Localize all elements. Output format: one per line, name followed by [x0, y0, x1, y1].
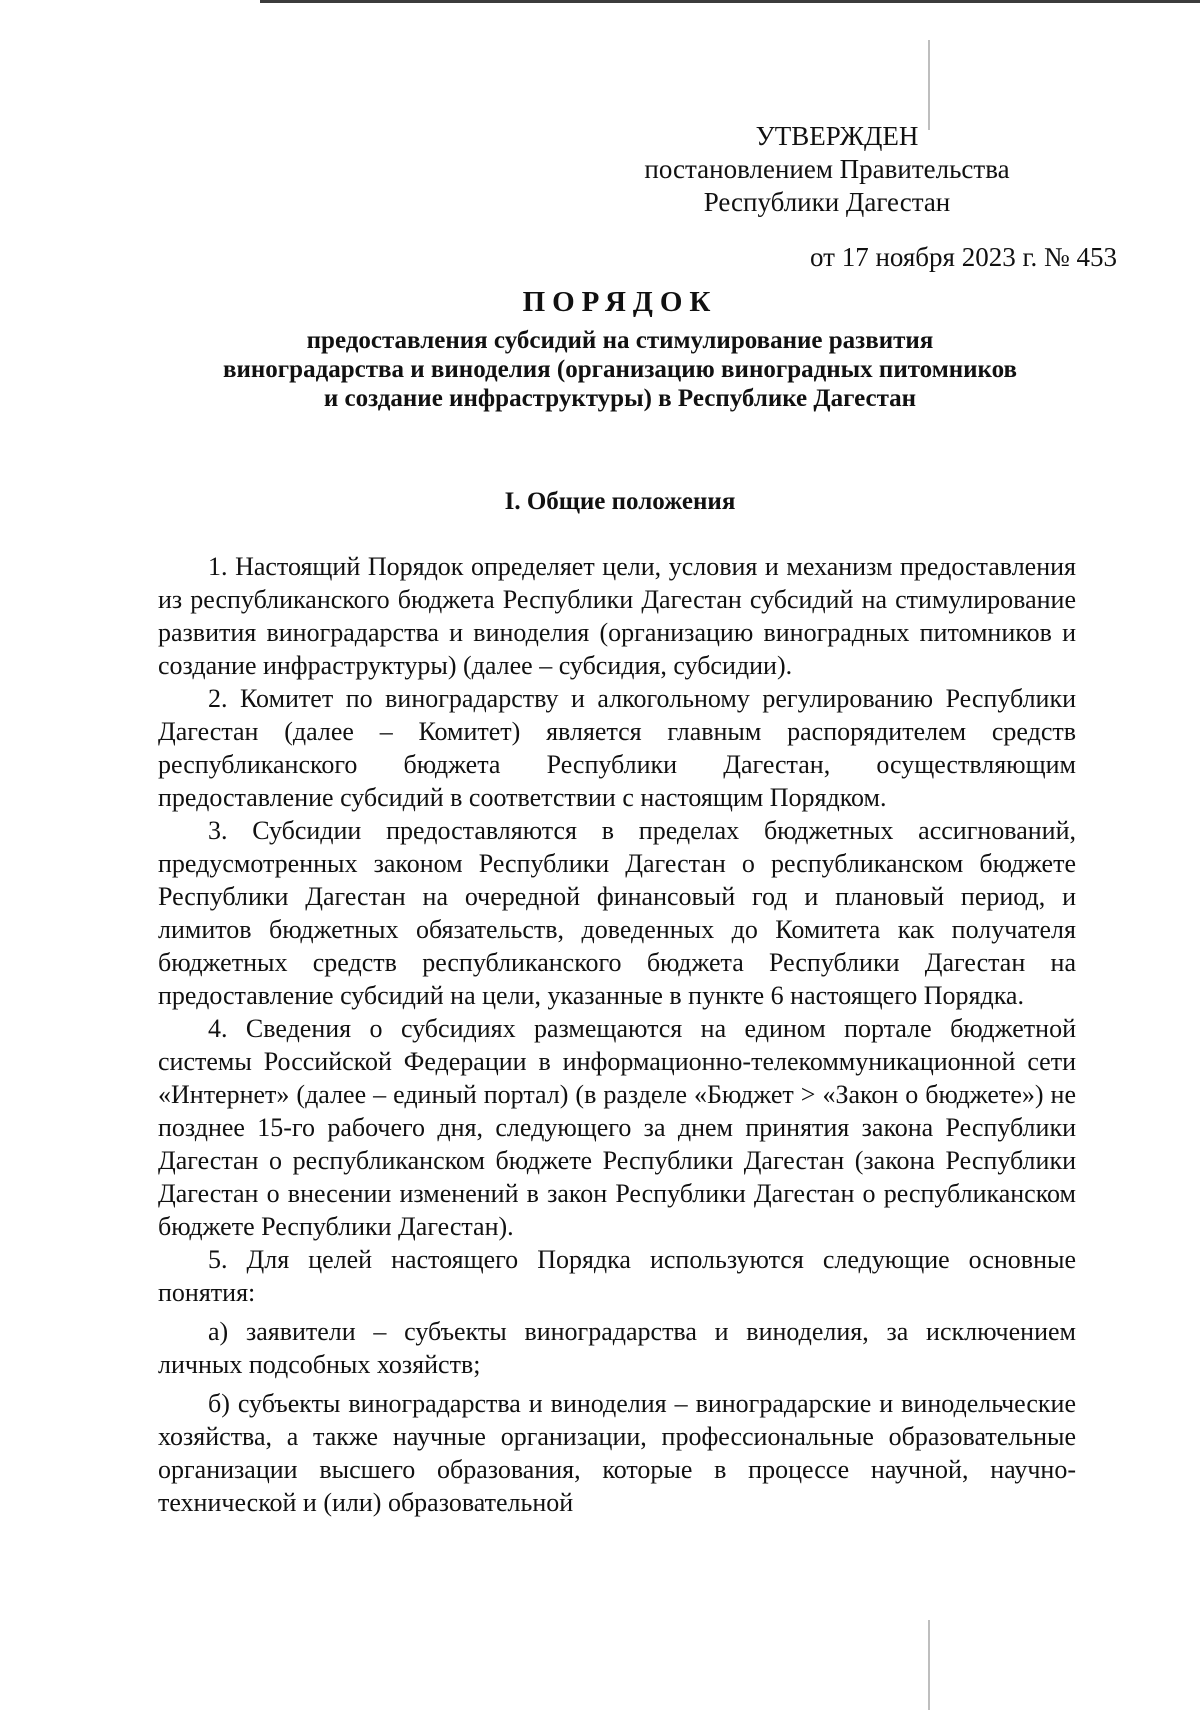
paragraph-5a: а) заявители – субъекты виноградарства и виноделия, за исключением личных подсобных хозяйств;: [158, 1317, 1076, 1379]
section-heading: I. Общие положения: [504, 488, 736, 515]
document-body: [158, 550, 1076, 1519]
scan-artifact-line: [928, 1620, 930, 1710]
scan-top-edge: [260, 0, 1200, 3]
document-title-block: [160, 282, 1080, 413]
approval-date: от 17 ноября 2023 г. № 453: [810, 242, 1117, 272]
paragraph-2: 2. Комитет по виноградарству и алкогольному регулированию Республики Дагестан (далее – Комитет) является главным распорядителем средств республиканского бюджета Республики Дагестан, осуществляющим предоставление субсидий в соответствии с настоящим Порядком.: [158, 684, 1076, 812]
paragraph-1: 1. Настоящий Порядок определяет цели, условия и механизм предоставления из республиканского бюджета Республики Дагестан субсидий на стимулирование развития виноградарства и виноделия (организацию виноградных питомников и создание инфраструктуры) (далее – субсидия, субсидии).: [158, 552, 1076, 680]
approval-line-2: Республики Дагестан: [703, 187, 951, 217]
paragraph-3: 3. Субсидии предоставляются в пределах бюджетных ассигнований, предусмотренных законом Республики Дагестан о республиканском бюджете Республики Дагестан на очередной финансовый год и плановый период, и лимитов бюджетных обязательств, доведенных до Комитета как получателя бюджетных средств республиканского бюджета Республики Дагестан на предоставление субсидий на цели, указанные в пункте 6 настоящего Порядка.: [158, 816, 1076, 1010]
paragraph-5: 5. Для целей настоящего Порядка используются следующие основные понятия:: [158, 1245, 1076, 1307]
paragraph-4: 4. Сведения о субсидиях размещаются на едином портале бюджетной системы Российской Федерации в информационно-телекоммуникационной сети «Интернет» (далее – единый портал) (в разделе «Бюджет > «Закон о бюджете») не позднее 15-го рабочего дня, следующего за днем принятия закона Республики Дагестан о республиканском бюджете Республики Дагестан (закона Республики Дагестан о внесении изменений в закон Республики Дагестан о республиканском бюджете Республики Дагестан).: [158, 1014, 1076, 1241]
approval-stamp-block: [592, 120, 1117, 274]
document-title: ПОРЯДОК: [522, 286, 718, 318]
approval-line-1: постановлением Правительства: [644, 154, 1010, 184]
scan-artifact-line: [928, 40, 930, 130]
document-subtitle: предоставления субсидий на стимулирование развития виноградарства и виноделия (организацию виноградных питомников и создание инфраструктуры) в Республике Дагестан: [223, 327, 1017, 412]
paragraph-5b: б) субъекты виноградарства и виноделия – виноградарские и винодельческие хозяйства, а также научные организации, профессиональные образовательные организации высшего образования, которые в процессе научной, научно-технической и (или) образовательной: [158, 1389, 1076, 1517]
approval-heading: УТВЕРЖДЕН: [755, 121, 919, 151]
